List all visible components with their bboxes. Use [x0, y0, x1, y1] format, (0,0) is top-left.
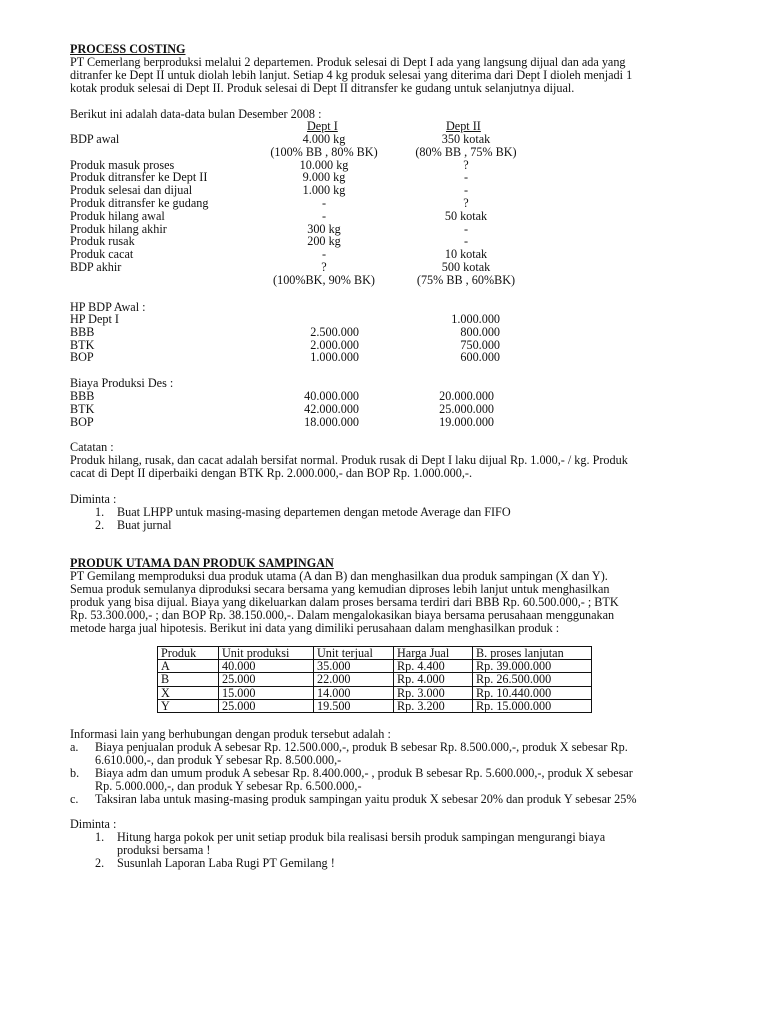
- table-header-cell: Unit produksi: [219, 647, 314, 660]
- catatan-line: Produk hilang, rusak, dan cacat adalah bersifat normal. Produk rusak di Dept I laku dijual Rp. 1.000,- / kg. Produk: [70, 453, 628, 467]
- list-number: 1.: [95, 830, 105, 844]
- table-cell: Y: [158, 699, 219, 712]
- list-number: 2.: [95, 856, 105, 870]
- table-row: [158, 686, 592, 699]
- table-cell: Rp. 39.000.000: [473, 660, 592, 673]
- row-label: Produk cacat: [70, 247, 134, 262]
- table-cell: Rp. 26.500.000: [473, 673, 592, 686]
- section2-intro-line: Semua produk semulanya diproduksi secara bersama yang kemudian diproses lebih lanjut untuk menghasilkan: [70, 582, 610, 596]
- dept2-value: 50 kotak: [444, 208, 488, 223]
- section1-intro-line: kotak produk selesai di Dept II. Produk selesai di Dept II ditransfer ke gudang untuk selanjutnya dijual.: [70, 81, 575, 95]
- list-number: 1.: [95, 505, 105, 519]
- table-header-row: [158, 647, 592, 660]
- dept1-value: 300 kg: [307, 221, 341, 236]
- dept2-value: 750.000: [460, 337, 500, 352]
- section2-intro-line: PT Gemilang memproduksi dua produk utama (A dan B) dan menghasilkan dua produk sampingan (X dan Y).: [70, 569, 608, 583]
- row-label: BBB: [70, 389, 95, 403]
- dept2-value: 350 kotak: [441, 132, 491, 146]
- table-header-cell: Produk: [158, 647, 219, 660]
- info-letter: c.: [70, 792, 79, 806]
- table-header-cell: Unit terjual: [314, 647, 394, 660]
- biaya-title: Biaya Produksi Des :: [70, 376, 174, 390]
- table-cell: Rp. 3.000: [394, 686, 473, 699]
- table-cell: 40.000: [219, 660, 314, 673]
- dept1-value: 10.000 kg: [299, 157, 349, 172]
- dept2-value: -: [463, 183, 469, 198]
- section1-intro-line: PT Cemerlang berproduksi melalui 2 departemen. Produk selesai di Dept I ada yang langsung dijual dan ada yang: [70, 55, 626, 69]
- row-label: Produk ditransfer ke gudang: [70, 196, 209, 210]
- table-cell: Rp. 15.000.000: [473, 699, 592, 712]
- table-cell: 25.000: [219, 673, 314, 686]
- dept2-value: (80% BB , 75% BK): [415, 144, 517, 159]
- dept2-value: 10 kotak: [444, 247, 488, 262]
- info-line: Biaya penjualan produk A sebesar Rp. 12.500.000,-, produk B sebesar Rp. 8.500.000,-, produk X sebesar Rp.: [95, 740, 628, 754]
- section1-title: PROCESS COSTING: [70, 42, 186, 56]
- dept1-value: 9.000 kg: [302, 170, 346, 185]
- dept1-value: -: [321, 196, 327, 210]
- dept2-value: -: [463, 221, 469, 236]
- data-intro: Berikut ini adalah data-data bulan Desember 2008 :: [70, 107, 322, 121]
- info-letter: b.: [70, 766, 80, 780]
- table-cell: Rp. 3.200: [394, 699, 473, 712]
- catatan-line: cacat di Dept II diperbaiki dengan BTK Rp. 2.000.000,- dan BOP Rp. 1.000.000,-.: [70, 466, 473, 480]
- dept2-value: ?: [463, 157, 469, 172]
- row-label: Produk hilang akhir: [70, 221, 167, 236]
- info-letter: a.: [70, 740, 79, 754]
- row-label: Produk selesai dan dijual: [70, 183, 193, 198]
- dept1-value: 2.000.000: [310, 337, 359, 352]
- dept2-value: 19.000.000: [439, 414, 494, 429]
- dept1-header: Dept I: [307, 119, 338, 133]
- section2-intro-line: Rp. 53.300.000,- ; dan BOP Rp. 38.150.000,-. Dalam mengalokasikan biaya bersama perusahaan menggunakan: [70, 608, 615, 622]
- list-number: 2.: [95, 518, 105, 532]
- info-title: Informasi lain yang berhubungan dengan produk tersebut adalah :: [70, 727, 391, 741]
- hp-title: HP BDP Awal :: [70, 300, 146, 314]
- dept1-value: (100% BB , 80% BK): [270, 144, 378, 159]
- info-line: Rp. 5.000.000,-, dan produk Y sebesar Rp. 6.500.000,-: [95, 779, 362, 793]
- row-label: BTK: [70, 337, 95, 352]
- row-label: Produk masuk proses: [70, 157, 175, 172]
- dept2-value: 500 kotak: [441, 260, 491, 274]
- table-cell: A: [158, 660, 219, 673]
- list-item-text: Hitung harga pokok per unit setiap produk bila realisasi bersih produk sampingan mengurangi biaya: [117, 830, 606, 844]
- dept1-value: 4.000 kg: [302, 132, 346, 146]
- dept2-value: 25.000.000: [439, 401, 494, 416]
- dept1-value: 1.000.000: [310, 350, 359, 365]
- table-header-cell: Harga Jual: [394, 647, 473, 660]
- table-row: [158, 673, 592, 686]
- dept1-value: 2.500.000: [310, 324, 359, 339]
- dept2-value: ?: [463, 196, 469, 210]
- table-cell: X: [158, 686, 219, 699]
- info-line: 6.610.000,-, dan produk Y sebesar Rp. 8.500.000,-: [95, 753, 342, 767]
- section2-intro-line: produk yang bisa dijual. Biaya yang dikeluarkan dalam proses bersama terdiri dari BBB Rp. 60.500.000,- ; BTK: [70, 595, 619, 609]
- dept1-value: 18.000.000: [304, 414, 359, 429]
- list-item-text: produksi bersama !: [117, 843, 211, 857]
- row-label: BBB: [70, 324, 95, 339]
- diminta-title: Diminta :: [70, 817, 117, 831]
- table-header-cell: B. proses lanjutan: [473, 647, 592, 660]
- catatan-title: Catatan :: [70, 440, 114, 454]
- table-cell: 25.000: [219, 699, 314, 712]
- dept2-value: 20.000.000: [439, 389, 494, 403]
- dept1-value: 200 kg: [307, 234, 341, 249]
- row-label: Produk rusak: [70, 234, 135, 249]
- row-label: Produk hilang awal: [70, 208, 165, 223]
- list-item-text: Susunlah Laporan Laba Rugi PT Gemilang !: [117, 856, 335, 870]
- dept2-value: -: [463, 170, 469, 185]
- table-row: [158, 699, 592, 712]
- table-cell: Rp. 10.440.000: [473, 686, 592, 699]
- dept1-value: -: [321, 247, 327, 262]
- dept2-header: Dept II: [446, 119, 481, 133]
- info-line: Taksiran laba untuk masing-masing produk sampingan yaitu produk X sebesar 20% dan produk Y sebesar 25%: [95, 792, 637, 806]
- row-label: BTK: [70, 401, 95, 416]
- dept1-value: -: [321, 208, 327, 223]
- table-cell: Rp. 4.400: [394, 660, 473, 673]
- list-item-text: Buat jurnal: [117, 518, 172, 532]
- row-label: Produk ditransfer ke Dept II: [70, 170, 208, 185]
- table-cell: Rp. 4.000: [394, 673, 473, 686]
- dept1-value: (100%BK, 90% BK): [273, 272, 375, 287]
- table-row: [158, 660, 592, 673]
- dept2-value: (75% BB , 60%BK): [416, 272, 516, 287]
- table-cell: 35.000: [314, 660, 394, 673]
- dept1-value: 42.000.000: [304, 401, 359, 416]
- section2-intro-line: metode harga jual hipotesis. Berikut ini data yang dimiliki perusahaan dalam menghasilkan produk :: [70, 621, 560, 635]
- dept2-value: -: [463, 234, 469, 249]
- dept1-value: 1.000 kg: [302, 183, 346, 198]
- section2-title: PRODUK UTAMA DAN PRODUK SAMPINGAN: [70, 556, 334, 570]
- table-cell: 19.500: [314, 699, 394, 712]
- row-label: HP Dept I: [70, 312, 119, 326]
- diminta-title: Diminta :: [70, 492, 117, 506]
- info-line: Biaya adm dan umum produk A sebesar Rp. 8.400.000,- , produk B sebesar Rp. 5.600.000,-, produk X sebesar: [95, 766, 633, 780]
- dept1-value: 40.000.000: [304, 389, 359, 403]
- row-label: BDP awal: [70, 132, 120, 146]
- table-cell: 15.000: [219, 686, 314, 699]
- row-label: BOP: [70, 350, 94, 365]
- product-table: [157, 646, 592, 713]
- section1-intro-line: ditranfer ke Dept II untuk diolah lebih lanjut. Setiap 4 kg produk selesai yang diterima dari Dept I dioleh menjadi 1: [70, 68, 633, 82]
- table-cell: 22.000: [314, 673, 394, 686]
- dept1-value: ?: [321, 260, 327, 274]
- table-cell: 14.000: [314, 686, 394, 699]
- dept2-value: 600.000: [460, 350, 500, 365]
- table-cell: B: [158, 673, 219, 686]
- dept2-value: 800.000: [460, 324, 500, 339]
- dept2-value: 1.000.000: [451, 312, 500, 326]
- row-label: BDP akhir: [70, 260, 122, 274]
- row-label: BOP: [70, 414, 94, 429]
- list-item-text: Buat LHPP untuk masing-masing departemen dengan metode Average dan FIFO: [117, 505, 511, 519]
